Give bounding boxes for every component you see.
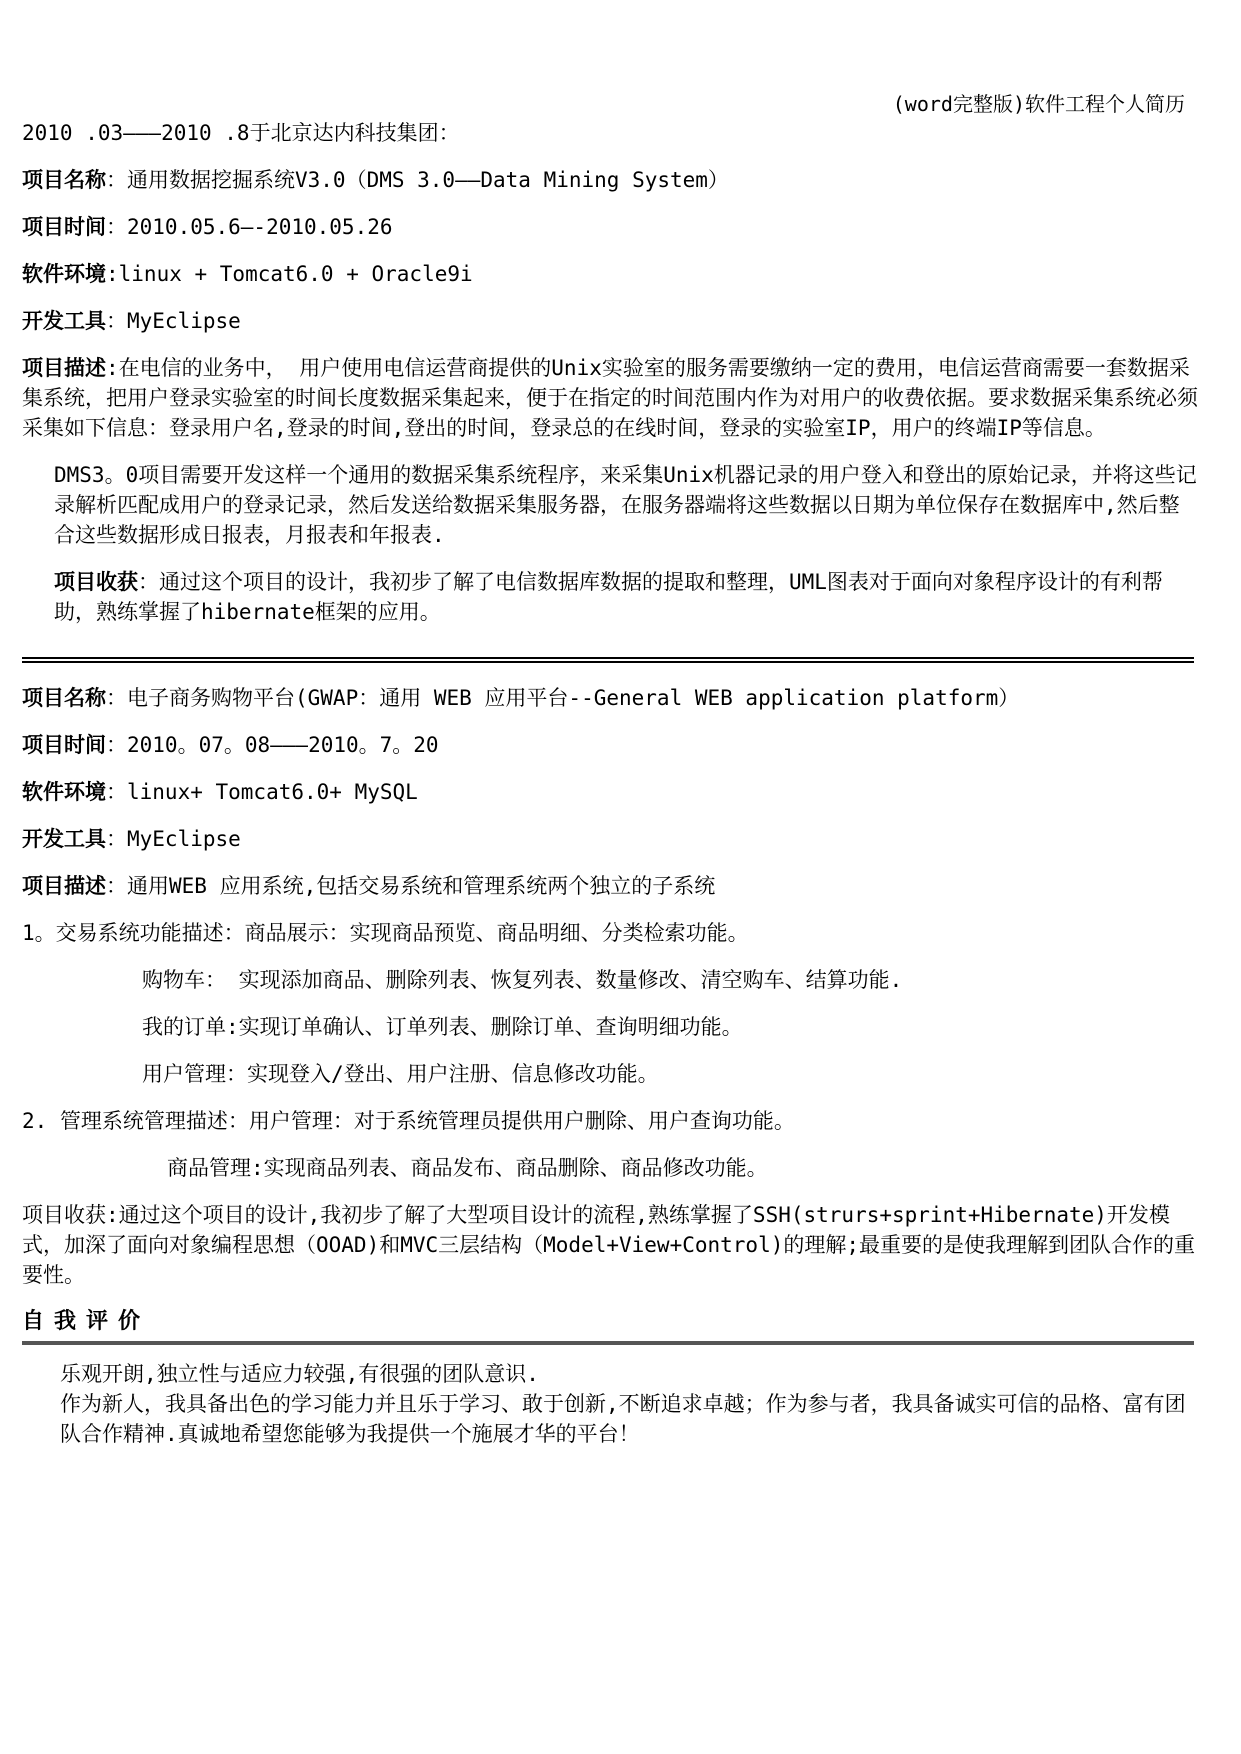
self-evaluation-rule bbox=[22, 1341, 1194, 1345]
project1-desc-label: 项目描述 bbox=[22, 356, 106, 380]
project2-env bbox=[22, 777, 1200, 807]
project1-env-label: 软件环境 bbox=[22, 262, 106, 286]
shopping-cart-line: 购物车： 实现添加商品、删除列表、恢复列表、数量修改、清空购车、结算功能. bbox=[142, 968, 903, 992]
project1-time bbox=[22, 212, 1200, 242]
project1-env bbox=[22, 259, 1200, 289]
project2-env-value: ：linux+ Tomcat6.0+ MySQL bbox=[106, 780, 418, 804]
project1-name-label: 项目名称 bbox=[22, 168, 106, 192]
section-divider-double bbox=[22, 657, 1194, 663]
trade-system-line: 1。交易系统功能描述：商品展示：实现商品预览、商品明细、分类检索功能。 bbox=[22, 921, 749, 945]
project2-tool-label: 开发工具 bbox=[22, 827, 106, 851]
project2-name-label: 项目名称 bbox=[22, 686, 106, 710]
project2-name bbox=[22, 683, 1200, 713]
project2-time bbox=[22, 730, 1200, 760]
project2-time-label: 项目时间 bbox=[22, 733, 106, 757]
project1-time-label: 项目时间 bbox=[22, 215, 106, 239]
project2-tool bbox=[22, 824, 1200, 854]
self-evaluation-line2: 作为新人，我具备出色的学习能力并且乐于学习、敢于创新,不断追求卓越；作为参与者，我具备诚实可信的品格、富有团队合作精神.真诚地希望您能够为我提供一个施展才华的平台！ bbox=[60, 1392, 1186, 1446]
my-orders-line: 我的订单:实现订单确认、订单列表、删除订单、查询明细功能。 bbox=[142, 1015, 743, 1039]
project1-description-para2: DMS3。0项目需要开发这样一个通用的数据采集系统程序，来采集Unix机器记录的用户登入和登出的原始记录，并将这些记录解析匹配成用户的登录记录，然后发送给数据采集服务器，在服务器端将这些数据以日期为单位保存在数据库中,然后整合这些数据形成日报表，月报表和年报表. bbox=[54, 463, 1197, 547]
project1-time-value: ：2010.05.6—-2010.05.26 bbox=[106, 215, 393, 239]
project1-desc-value: :在电信的业务中， 用户使用电信运营商提供的Unix实验室的服务需要缴纳一定的费用，电信运营商需要一套数据采集系统，把用户登录实验室的时间长度数据采集起来，便于在指定的时间范围内作为对用户的收费依据。要求数据采集系统必须采集如下信息：登录用户名,登录的时间,登出的时间，登录总的在线时间，登录的实验室IP，用户的终端IP等信息。 bbox=[22, 356, 1198, 440]
resume-content bbox=[22, 118, 1200, 1449]
self-evaluation-line1: 乐观开朗,独立性与适应力较强,有很强的团队意识. bbox=[60, 1362, 539, 1386]
user-management-line: 用户管理：实现登入/登出、用户注册、信息修改功能。 bbox=[142, 1062, 659, 1086]
document-header-title: (word完整版)软件工程个人简历 bbox=[892, 92, 1185, 116]
project1-gain-label: 项目收获 bbox=[54, 570, 138, 594]
project1-gain-value: ：通过这个项目的设计，我初步了解了电信数据库数据的提取和整理，UML图表对于面向对象程序设计的有利帮助，熟练掌握了hibernate框架的应用。 bbox=[54, 570, 1163, 624]
project1-description bbox=[22, 353, 1200, 443]
project1-gain bbox=[22, 567, 1200, 627]
project2-description bbox=[22, 871, 1200, 901]
admin-system-line: 2. 管理系统管理描述：用户管理：对于系统管理员提供用户删除、用户查询功能。 bbox=[22, 1109, 795, 1133]
employment-period-line: 2010 .03———2010 .8于北京达内科技集团： bbox=[22, 121, 460, 145]
project2-time-value: ：2010。07。08———2010。7。20 bbox=[106, 733, 439, 757]
self-evaluation-body bbox=[22, 1359, 1200, 1449]
self-evaluation-heading: 自我评价 bbox=[22, 1309, 151, 1334]
project2-env-label: 软件环境 bbox=[22, 780, 106, 804]
project1-name-value: ：通用数据挖掘系统V3.0（DMS 3.0——Data Mining System） bbox=[106, 168, 729, 192]
project2-tool-value: ：MyEclipse bbox=[106, 827, 241, 851]
project2-gain: 项目收获:通过这个项目的设计,我初步了解了大型项目设计的流程,熟练掌握了SSH(strurs+sprint+Hibernate)开发模式，加深了面向对象编程思想（OOAD)和MVC三层结构（Model+View+Control)的理解;最重要的是使我理解到团队合作的重要性。 bbox=[22, 1203, 1196, 1287]
project1-env-value: :linux + Tomcat6.0 + Oracle9i bbox=[106, 262, 473, 286]
project1-tool-label: 开发工具 bbox=[22, 309, 106, 333]
goods-management-line: 商品管理:实现商品列表、商品发布、商品删除、商品修改功能。 bbox=[167, 1156, 768, 1180]
project2-name-value: ：电子商务购物平台(GWAP：通用 WEB 应用平台--General WEB application platform） bbox=[106, 686, 1020, 710]
project1-tool bbox=[22, 306, 1200, 336]
project1-tool-value: ：MyEclipse bbox=[106, 309, 241, 333]
project2-desc-label: 项目描述 bbox=[22, 874, 106, 898]
project2-desc-value: ：通用WEB 应用系统,包括交易系统和管理系统两个独立的子系统 bbox=[106, 874, 716, 898]
project1-name bbox=[22, 165, 1200, 195]
